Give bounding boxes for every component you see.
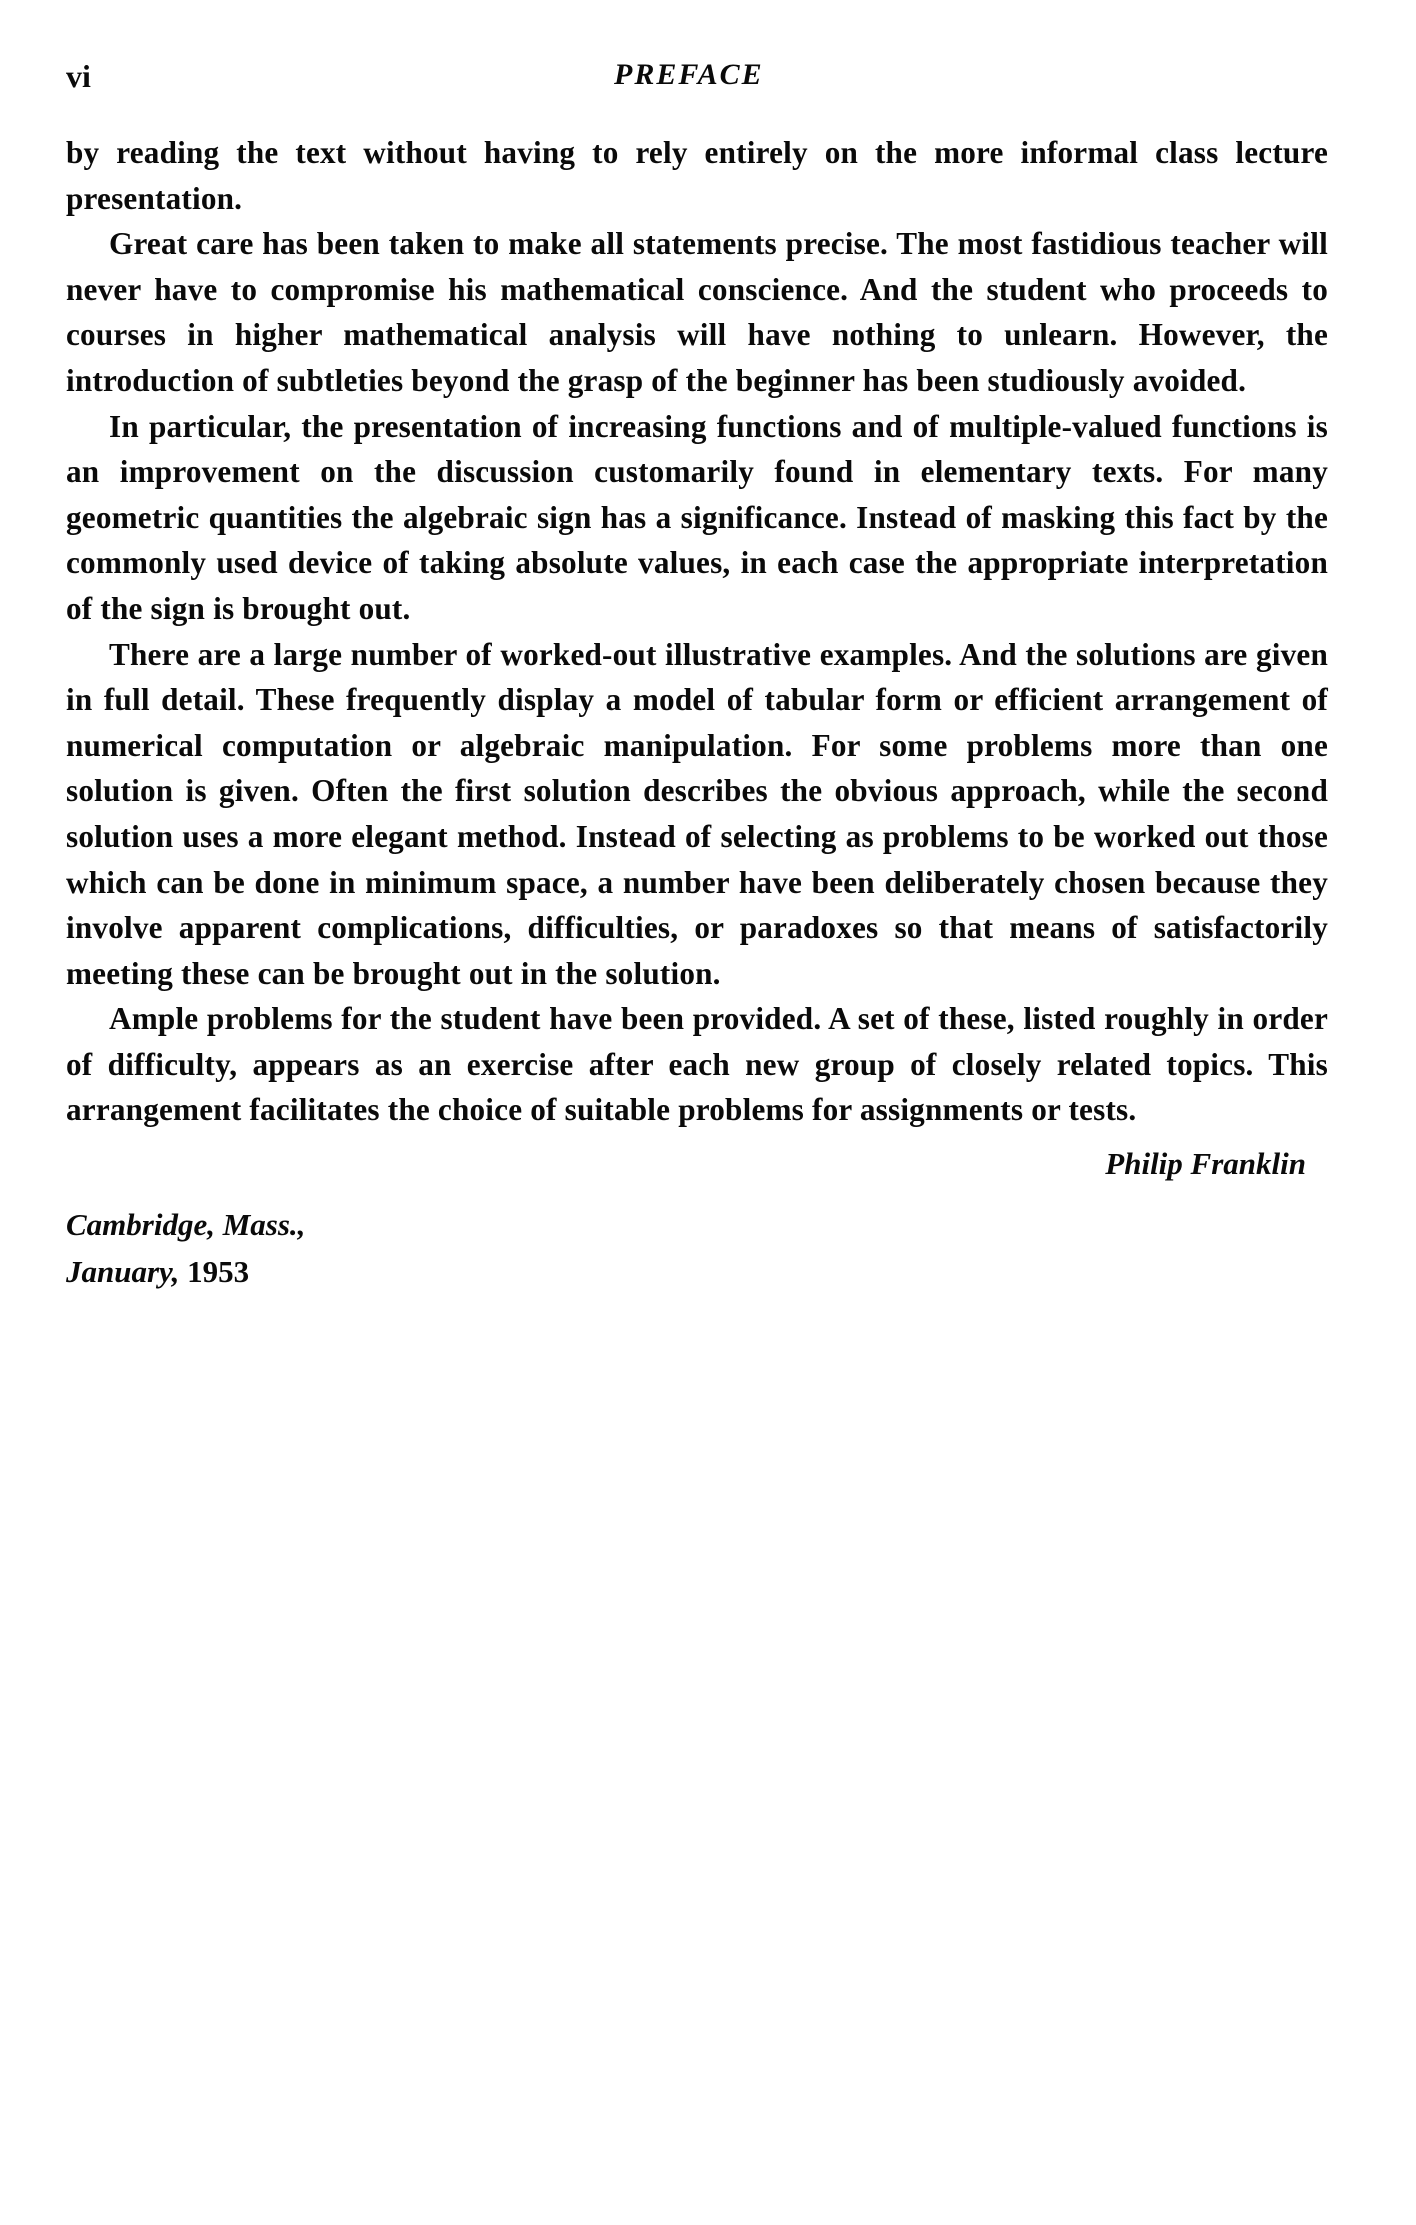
place-line: Cambridge, Mass., [66,1207,306,1243]
preface-body [66,130,1328,1133]
running-title: PREFACE [614,58,764,91]
paragraph: There are a large number of worked-out illustrative examples. And the solutions are given in full detail. These frequently display a model of tabular form or efficient arrangement of numerical computation or algebraic manipulation. For some problems more than one solution is given. Often the first solution describes the obvious approach, while the second solution uses a more elegant method. Instead of selecting as problems to be worked out those which can be done in minimum space, a number have been deliberately chosen because they involve apparent complications, difficulties, or paradoxes so that means of satisfactorily meeting these can be brought out in the solution. [66,636,1328,991]
paragraph-continuation: by reading the text without having to rely entirely on the more informal class lecture presentation. [66,135,1328,216]
date-line [66,1248,1328,1295]
place-date-block [66,1201,1328,1295]
date-year: 1953 [187,1254,250,1290]
paragraph: In particular, the presentation of increasing functions and of multiple-valued functions is an improvement on the discussion customarily found in elementary texts. For many geometric quantities the algebraic sign has a significance. Instead of masking this fact by the commonly used device of taking absolute values, in each case the appropriate interpretation of the sign is brought out. [66,408,1328,626]
preface-page [66,54,1328,1295]
paragraph: Ample problems for the student have been provided. A set of these, listed roughly in order of difficulty, appears as an exercise after each new group of closely related topics. This arrangement facilitates the choice of suitable problems for assignments or tests. [66,1001,1328,1128]
page-number: vi [66,58,91,94]
paragraph: Great care has been taken to make all statements precise. The most fastidious teacher will never have to compromise his mathematical conscience. And the student who proceeds to courses in higher mathematical analysis will have nothing to unlearn. However, the introduction of subtleties beyond the grasp of the beginner has been studiously avoided. [66,226,1328,398]
author-signature: Philip Franklin [1105,1146,1306,1182]
date-month: January, [66,1254,180,1290]
running-head [66,54,1328,102]
